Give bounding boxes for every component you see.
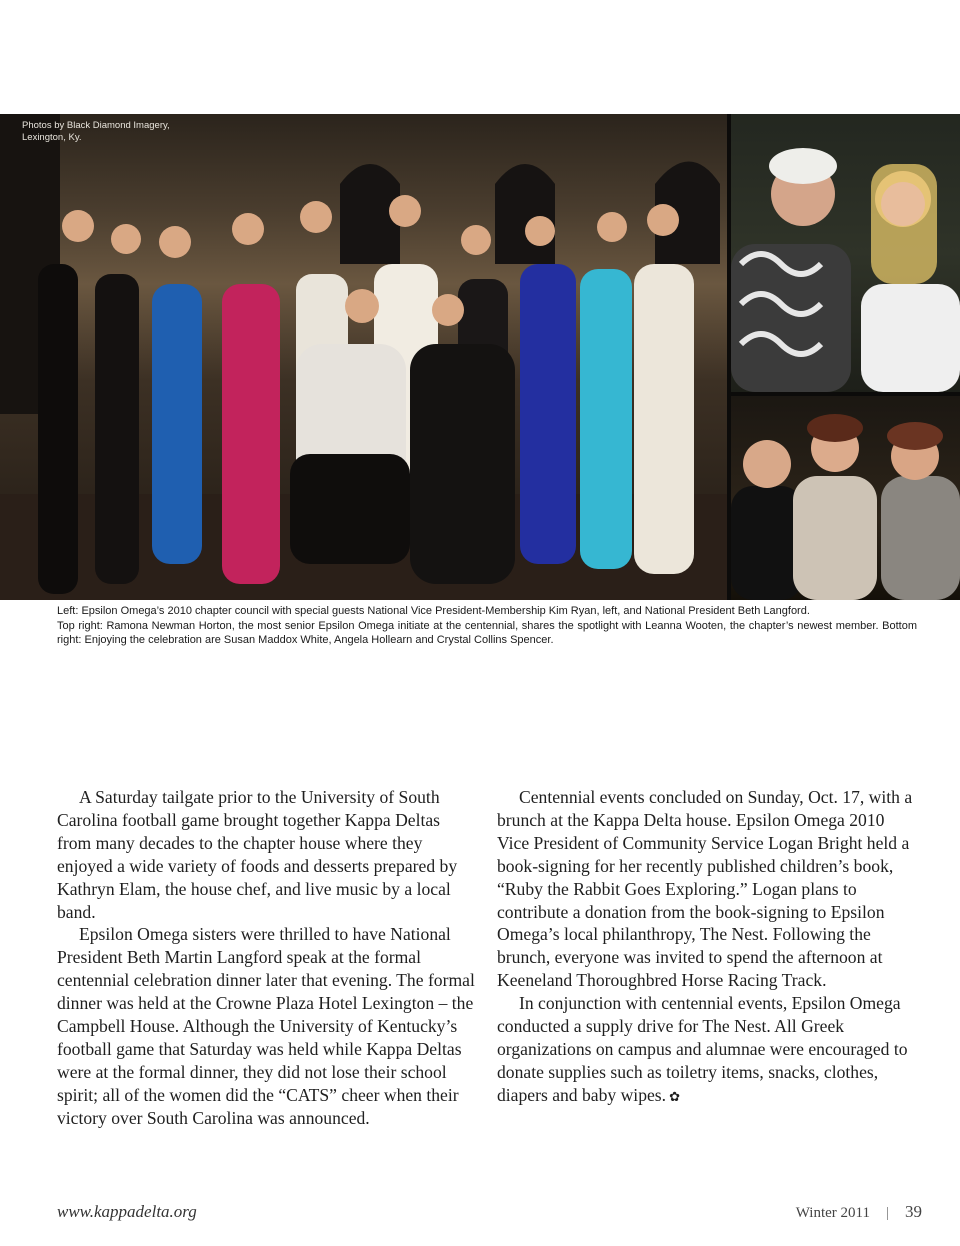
celebration-guests-illustration (731, 396, 960, 600)
right-paragraph-2-text: In conjunction with centennial events, Epsilon Omega conducted a supply drive for The Nest. All Greek organizations on campus and alumnae were encouraged to donate supplies such as toiletry items, snacks, clothes, diapers and baby wipes. (497, 993, 908, 1105)
photo-caption (57, 604, 917, 648)
photo-credit: Photos by Black Diamond Imagery, Lexington, Ky. (22, 120, 170, 143)
caption-line-1: Left: Epsilon Omega’s 2010 chapter council with special guests National Vice President-Membership Kim Ryan, left, and National President Beth Langford. (57, 605, 810, 617)
left-paragraph-2: Epsilon Omega sisters were thrilled to have National President Beth Martin Langford speak at the formal centennial celebration dinner later that evening. The formal dinner was held at the Crowne Plaza Hotel Lexington – the Campbell House. Although the University of Kentucky’s football game that Saturday was held while Kappa Deltas were at the formal dinner, they did not lose their school spirit; all of the women did the “CATS” cheer when their victory over South Carolina was announced. (57, 924, 475, 1128)
right-paragraph-1: Centennial events concluded on Sunday, Oct. 17, with a brunch at the Kappa Delta house. Epsilon Omega 2010 Vice President of Community Service Logan Bright held a book-signing for her recently published children’s book, “Ruby the Rabbit Goes Exploring.” Logan plans to contribute a donation from the book-signing to Epsilon Omega’s local philanthropy, The Nest. Following the brunch, everyone was invited to spend the afternoon at Keeneland Thoroughbred Horse Racing Track. (497, 787, 913, 991)
page-number: 39 (905, 1202, 922, 1221)
footer-separator: | (885, 1205, 889, 1221)
photo-collage (0, 114, 960, 600)
caption-line-2: Top right: Ramona Newman Horton, the most senior Epsilon Omega initiate at the centennial, shares the spotlight with Leanna Wooten, the chapter’s newest member. Bottom right: Enjoying the celebration are Susan Maddox White, Angela Hollearn and Crystal Collins Spencer. (57, 619, 917, 647)
chapter-council-photo (0, 114, 727, 600)
article-left-column (57, 786, 477, 1130)
footer-issue-info (796, 1202, 922, 1222)
senior-and-newest-member-illustration (731, 114, 960, 392)
kappa-delta-end-mark-icon: ✿ (669, 1088, 680, 1104)
chapter-council-illustration (0, 114, 727, 600)
footer-website: www.kappadelta.org (57, 1202, 197, 1221)
top-right-photo (731, 114, 960, 392)
right-paragraph-2 (497, 992, 917, 1109)
left-paragraph-1: A Saturday tailgate prior to the University of South Carolina football game brought together Kappa Deltas from many decades to the chapter house where they enjoyed a wide variety of foods and desserts prepared by Kathryn Elam, the house chef, and live music by a local band. (57, 787, 458, 922)
bottom-right-photo (731, 396, 960, 600)
article-right-column (497, 786, 917, 1109)
footer-issue: Winter 2011 (795, 1205, 870, 1221)
